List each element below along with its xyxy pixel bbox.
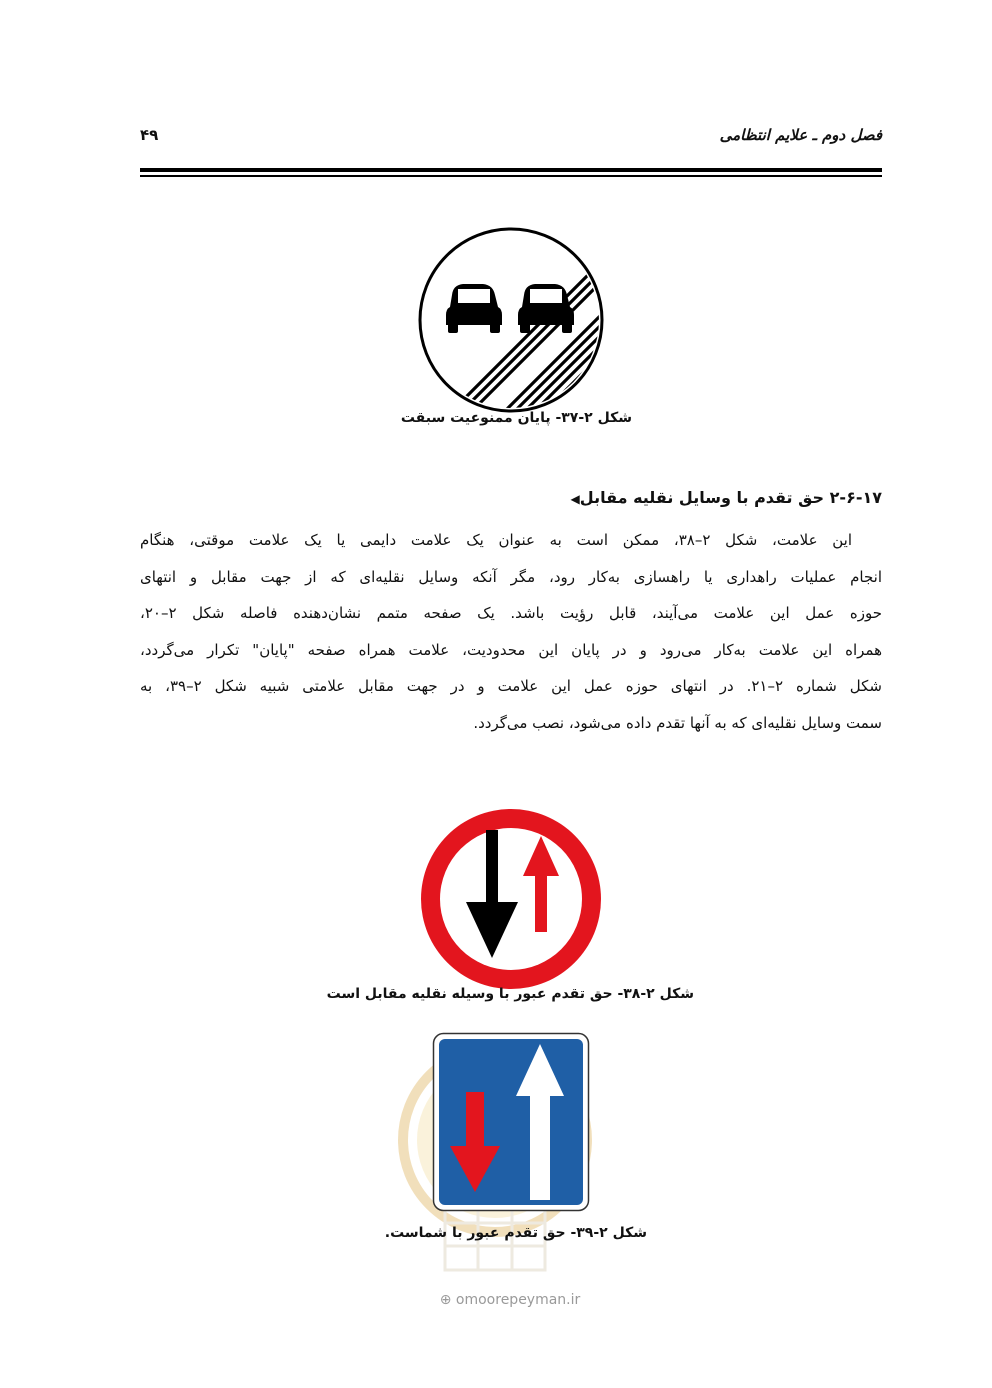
end-of-no-overtaking-sign [416,225,606,415]
section-heading [563,488,882,507]
watermark-text [420,1292,600,1308]
figure-caption-39: شکل ۲-۳۹- حق تقدم عبور با شماست. [384,1225,647,1241]
paragraph-line: سمت وسایل نقلیه‌ای که به آنها تقدم داده می‌شود، نصب می‌گردد. [473,713,882,732]
section-heading-text: ۲-۶-۱۷ حق تقدم با وسایل نقلیه مقابل [579,488,882,507]
figure-caption-38: شکل ۲-۳۸- حق تقدم عبور با وسیله نقلیه مقابل است [326,986,694,1002]
watermark-label: omoorepeyman.ir [455,1292,581,1308]
header-rule-thin [140,175,882,177]
page-number: ۴۹ [140,126,159,144]
figure-priority-oncoming [418,806,604,996]
watermark-icon: ⊕ [439,1292,452,1308]
paragraph-line: حوزه عمل این علامت می‌آیند، قابل رؤیت باشد. یک صفحه متمم نشان‌دهنده فاصله شکل ۲–۲۰، [140,604,882,622]
paragraph-line: همراه این علامت به‌کار می‌رود و در پایان این محدودیت، علامت همراه صفحه "پایان" تکرار می‌گردد، [140,640,882,659]
paragraph-line: این علامت، شکل ۲–۳۸، ممکن است به عنوان یک علامت دایمی یا یک علامت موقتی، هنگام [140,531,852,549]
chapter-title: فصل دوم ـ علایم انتظامی [719,126,882,144]
figure-caption-37: شکل ۲-۳۷- پایان ممنوعیت سبقت [400,410,632,426]
page-header [140,126,882,156]
priority-over-oncoming-sign [418,806,604,992]
triangle-bullet-icon: ◀ [570,492,580,506]
figure-end-of-no-overtaking [416,225,606,419]
header-rule-thick [140,168,882,172]
paragraph-line: شکل شماره ۲–۲۱. در انتهای حوزه عمل این علامت و در جهت مقابل علامتی شبیه شکل ۲–۳۹، به [140,677,882,695]
section-paragraph [140,522,882,741]
priority-to-you-sign [432,1032,590,1212]
figure-priority-to-you [432,1032,590,1216]
paragraph-line: انجام عملیات راهداری یا راهسازی به‌کار رود، مگر آنکه وسایل نقلیه‌ای که از جهت مقابل و انتهای [140,567,882,586]
